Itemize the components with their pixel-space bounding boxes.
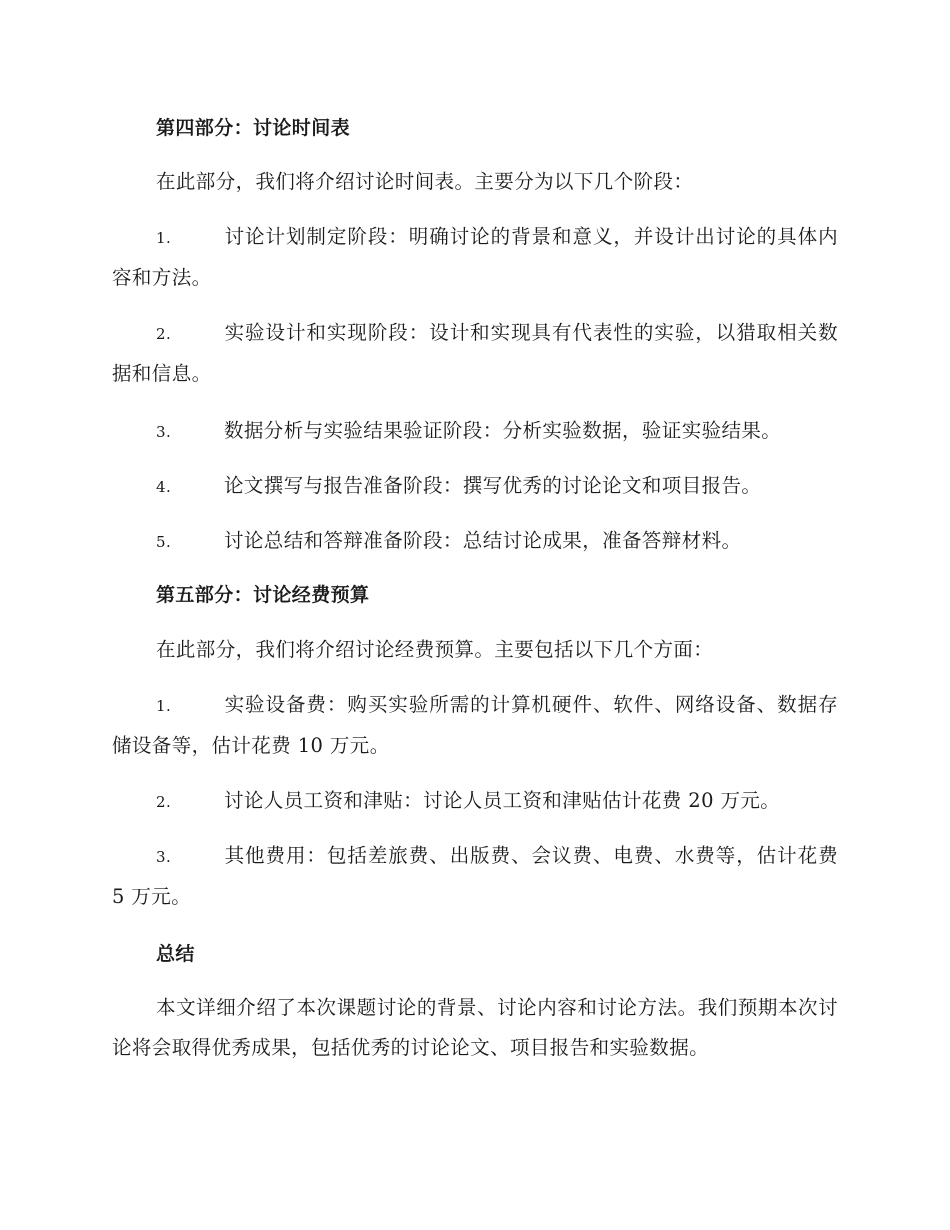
section5-intro: 在此部分，我们将介绍讨论经费预算。主要包括以下几个方面： (156, 638, 714, 661)
section4-list-item (112, 521, 838, 562)
list-item-text: 其他费用：包括差旅费、出版费、会议费、电费、水费等，估计花费 5 万元。 (112, 844, 838, 908)
list-number: 1. (156, 697, 172, 715)
section5-heading: 第五部分：讨论经费预算 (156, 584, 370, 606)
list-item-text: 讨论总结和答辩准备阶段：总结讨论成果，准备答辩材料。 (224, 529, 742, 552)
list-number: 5. (156, 533, 172, 551)
section5-list-item (112, 685, 838, 766)
section4-intro: 在此部分，我们将介绍讨论时间表。主要分为以下几个阶段： (156, 170, 694, 193)
list-number: 2. (156, 325, 172, 343)
list-number: 2. (156, 793, 172, 811)
list-item-text: 数据分析与实验结果验证阶段：分析实验数据，验证实验结果。 (224, 419, 782, 442)
section5-list-item (112, 836, 838, 917)
section4-list-item (112, 313, 838, 394)
list-item-text: 讨论计划制定阶段：明确讨论的背景和意义，并设计出讨论的具体内容和方法。 (112, 225, 838, 289)
section4-heading: 第四部分：讨论时间表 (156, 117, 351, 139)
section4-list-item (112, 411, 838, 452)
list-number: 4. (156, 478, 172, 496)
summary-text: 本文详细介绍了本次课题讨论的背景、讨论内容和讨论方法。我们预期本次讨论将会取得优秀成果，包括优秀的讨论论文、项目报告和实验数据。 (112, 996, 838, 1059)
section4-list-item (112, 217, 838, 298)
list-item-text: 论文撰写与报告准备阶段：撰写优秀的讨论论文和项目报告。 (224, 474, 762, 497)
list-item-text: 实验设备费：购买实验所需的计算机硬件、软件、网络设备、数据存储设备等，估计花费 10 万元。 (112, 693, 838, 757)
list-number: 3. (156, 848, 172, 866)
list-number: 1. (156, 229, 172, 247)
section5-list-item (112, 781, 838, 822)
section4-list-item (112, 466, 838, 507)
summary-heading: 总结 (156, 943, 195, 965)
list-item-text: 讨论人员工资和津贴：讨论人员工资和津贴估计花费 20 万元。 (224, 789, 781, 812)
list-number: 3. (156, 423, 172, 441)
list-item-text: 实验设计和实现阶段：设计和实现具有代表性的实验，以猎取相关数据和信息。 (112, 321, 838, 385)
